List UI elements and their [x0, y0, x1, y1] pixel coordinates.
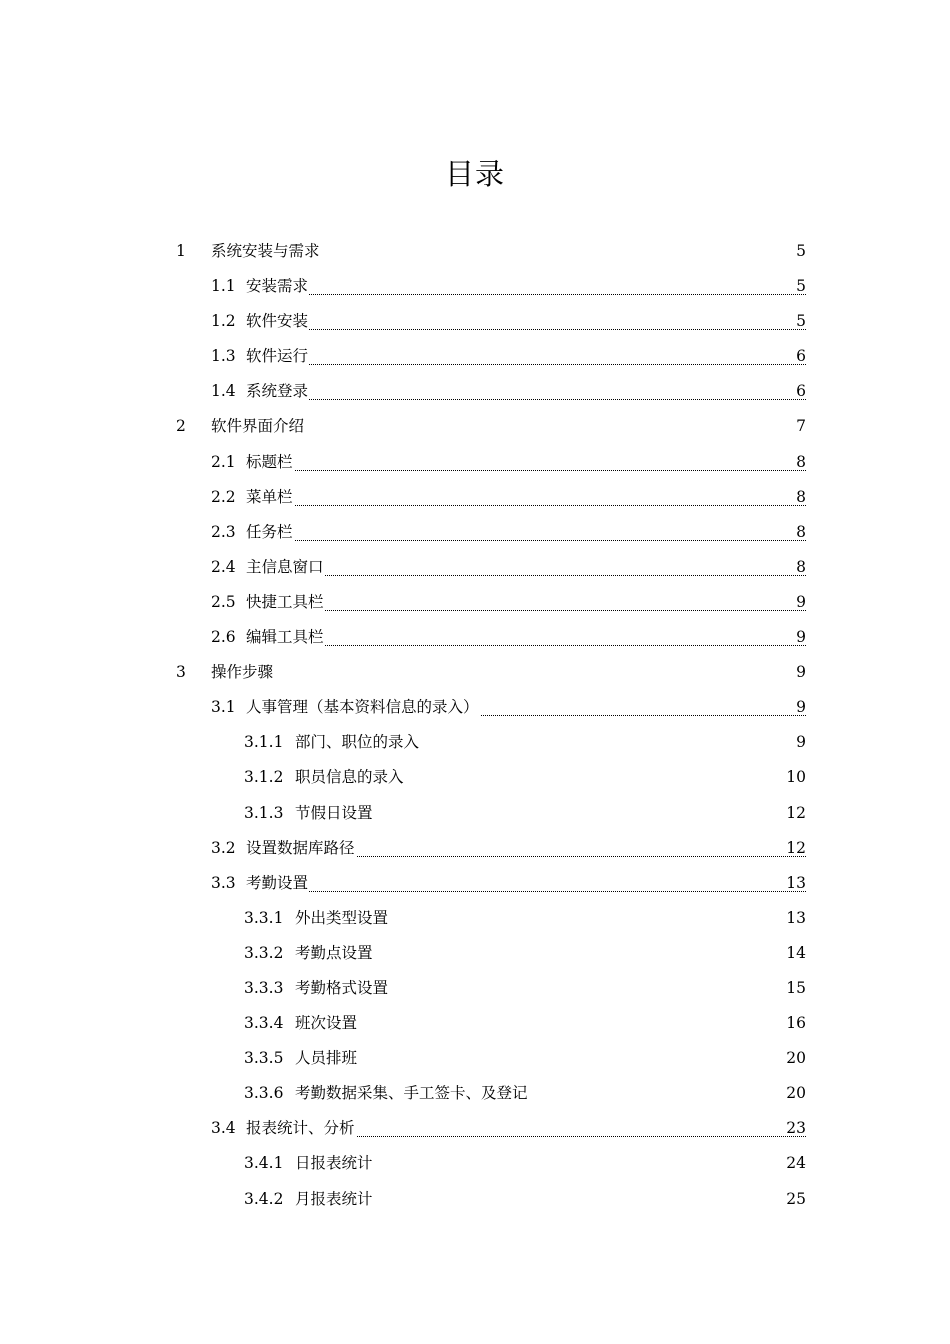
toc-entry[interactable]	[0, 1006, 950, 1041]
toc-entry[interactable]	[0, 585, 950, 620]
toc-entry-page-number: 16	[786, 1014, 806, 1033]
toc-entry-title-with-leader	[246, 620, 806, 655]
toc-entry[interactable]	[0, 269, 950, 304]
toc-entry-title-text: 软件运行	[246, 347, 309, 366]
toc-entry-title: 操作步骤	[211, 663, 274, 682]
toc-entry-title-text: 任务栏	[246, 522, 293, 541]
toc-entry-title-text: 考勤设置	[246, 873, 309, 892]
toc-entry-title: 日报表统计	[295, 1154, 373, 1173]
toc-entry[interactable]	[0, 409, 950, 444]
toc-entry[interactable]	[0, 374, 950, 409]
toc-entry-page-number: 12	[786, 838, 806, 857]
toc-entry-page-number: 12	[786, 803, 806, 822]
toc-entry[interactable]	[0, 831, 950, 866]
toc-entry-page-number: 9	[796, 733, 806, 752]
toc-entry-page-number: 14	[786, 943, 806, 962]
toc-entry-number: 2	[176, 417, 186, 436]
toc-entry[interactable]	[0, 1041, 950, 1076]
toc-entry-number: 3.1	[211, 698, 236, 717]
toc-entry-page-number: 13	[786, 908, 806, 927]
toc-entry-title-text: 系统登录	[246, 382, 309, 401]
toc-entry-page-number: 8	[796, 452, 806, 471]
toc-entry-page-number: 5	[796, 242, 806, 260]
table-of-contents	[0, 234, 950, 1217]
toc-entry-number: 3.3.6	[244, 1084, 284, 1103]
page-title: 目录	[444, 157, 505, 191]
toc-entry-title-text: 安装需求	[246, 277, 309, 296]
toc-entry-number: 2.3	[211, 522, 236, 541]
toc-entry-title: 系统安装与需求	[211, 242, 320, 260]
toc-entry-title-with-leader	[246, 585, 806, 620]
toc-entry[interactable]	[0, 1111, 950, 1146]
toc-entry-number: 1.2	[211, 312, 236, 331]
toc-entry-page-number: 9	[796, 628, 806, 647]
toc-entry-title: 软件界面介绍	[211, 417, 305, 436]
toc-entry-number: 3.4	[211, 1119, 236, 1138]
toc-entry-number: 3.2	[211, 838, 236, 857]
toc-entry-title-text: 软件安装	[246, 312, 309, 331]
toc-entry-title: 职员信息的录入	[295, 768, 404, 787]
toc-entry[interactable]	[0, 1182, 950, 1217]
toc-entry-title-with-leader	[246, 1111, 806, 1146]
toc-entry-title-with-leader	[246, 480, 806, 515]
toc-entry-title: 考勤数据采集、手工签卡、及登记	[295, 1084, 528, 1103]
toc-entry-title-with-leader	[246, 831, 806, 866]
toc-entry-page-number: 13	[786, 873, 806, 892]
toc-entry-page-number: 25	[786, 1189, 806, 1208]
toc-entry-page-number: 10	[786, 768, 806, 787]
toc-entry-page-number: 8	[796, 522, 806, 541]
toc-entry-number: 3.4.2	[244, 1189, 284, 1208]
toc-entry[interactable]	[0, 339, 950, 374]
toc-entry-title-text: 报表统计、分析	[246, 1119, 355, 1138]
toc-entry-number: 2.1	[211, 452, 236, 471]
toc-entry-number: 3	[176, 663, 186, 682]
toc-entry-page-number: 5	[796, 312, 806, 331]
toc-entry-page-number: 9	[796, 698, 806, 717]
toc-entry-title: 月报表统计	[295, 1189, 373, 1208]
toc-entry-title-text: 菜单栏	[246, 487, 293, 506]
toc-entry-number: 3.1.1	[244, 733, 284, 752]
toc-entry-number: 2.5	[211, 592, 236, 611]
toc-entry-title: 节假日设置	[295, 803, 373, 822]
toc-entry-title-with-leader	[246, 690, 806, 725]
toc-entry-number: 3.4.1	[244, 1154, 284, 1173]
toc-entry-title: 外出类型设置	[295, 908, 389, 927]
toc-entry[interactable]	[0, 620, 950, 655]
toc-entry[interactable]	[0, 725, 950, 760]
toc-entry[interactable]	[0, 234, 950, 269]
toc-entry-title-with-leader	[246, 304, 806, 339]
toc-entry-title: 人员排班	[295, 1049, 358, 1068]
toc-entry-number: 1.4	[211, 382, 236, 401]
toc-entry-number: 1	[176, 242, 186, 260]
toc-entry-page-number: 5	[796, 277, 806, 296]
toc-entry-page-number: 6	[796, 382, 806, 401]
toc-entry[interactable]	[0, 1146, 950, 1181]
toc-entry-page-number: 23	[786, 1119, 806, 1138]
toc-entry-page-number: 6	[796, 347, 806, 366]
toc-entry-title: 部门、职位的录入	[295, 733, 420, 752]
toc-entry[interactable]	[0, 480, 950, 515]
toc-entry[interactable]	[0, 866, 950, 901]
toc-entry-number: 3.1.2	[244, 768, 284, 787]
toc-entry-number: 2.4	[211, 557, 236, 576]
toc-entry-page-number: 15	[786, 978, 806, 997]
toc-entry-page-number: 20	[786, 1084, 806, 1103]
toc-entry[interactable]	[0, 796, 950, 831]
toc-entry-number: 3.3.4	[244, 1014, 284, 1033]
toc-entry[interactable]	[0, 304, 950, 339]
toc-entry-number: 3.3	[211, 873, 236, 892]
toc-entry-page-number: 8	[796, 557, 806, 576]
toc-entry-title-with-leader	[246, 866, 806, 901]
toc-entry-title-text: 编辑工具栏	[246, 628, 324, 647]
toc-entry-number: 2.6	[211, 628, 236, 647]
toc-entry-number: 3.1.3	[244, 803, 284, 822]
toc-entry[interactable]	[0, 515, 950, 550]
toc-entry-page-number: 7	[796, 417, 806, 436]
toc-entry-number: 3.3.2	[244, 943, 284, 962]
toc-entry-number: 3.3.1	[244, 908, 284, 927]
toc-entry[interactable]	[0, 760, 950, 795]
toc-entry-page-number: 20	[786, 1049, 806, 1068]
toc-entry[interactable]	[0, 690, 950, 725]
toc-entry[interactable]	[0, 901, 950, 936]
toc-entry-number: 3.3.5	[244, 1049, 284, 1068]
toc-entry-title-with-leader	[246, 374, 806, 409]
toc-entry-title-with-leader	[246, 445, 806, 480]
toc-entry-title-with-leader	[246, 515, 806, 550]
toc-entry-number: 2.2	[211, 487, 236, 506]
toc-entry-number: 1.3	[211, 347, 236, 366]
toc-entry[interactable]	[0, 550, 950, 585]
toc-entry-title-text: 主信息窗口	[246, 557, 324, 576]
toc-entry[interactable]	[0, 655, 950, 690]
toc-entry-page-number: 24	[786, 1154, 806, 1173]
toc-entry-title-text: 标题栏	[246, 452, 293, 471]
toc-entry[interactable]	[0, 936, 950, 971]
toc-entry-title: 考勤格式设置	[295, 978, 389, 997]
toc-entry[interactable]	[0, 1076, 950, 1111]
toc-entry-title-with-leader	[246, 269, 806, 304]
toc-entry-title-with-leader	[246, 550, 806, 585]
toc-entry-title: 班次设置	[295, 1014, 358, 1033]
toc-entry-title-with-leader	[246, 339, 806, 374]
toc-entry-title-text: 快捷工具栏	[246, 592, 324, 611]
toc-entry-page-number: 9	[796, 663, 806, 682]
toc-entry-number: 3.3.3	[244, 978, 284, 997]
toc-entry-page-number: 8	[796, 487, 806, 506]
toc-entry-title-text: 人事管理（基本资料信息的录入）	[246, 698, 479, 717]
toc-entry-number: 1.1	[211, 277, 236, 296]
toc-entry[interactable]	[0, 445, 950, 480]
toc-entry[interactable]	[0, 971, 950, 1006]
toc-entry-title-text: 设置数据库路径	[246, 838, 355, 857]
toc-entry-page-number: 9	[796, 592, 806, 611]
toc-entry-title: 考勤点设置	[295, 943, 373, 962]
